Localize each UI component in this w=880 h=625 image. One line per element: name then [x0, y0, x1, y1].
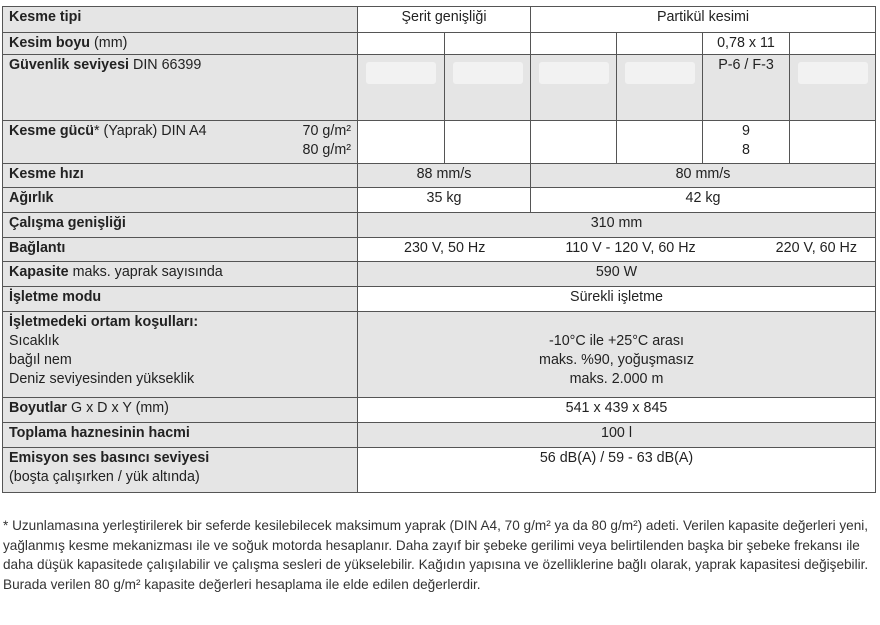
table-row-connection [3, 238, 876, 262]
table-row-power [3, 262, 876, 287]
capacity-value: 9 8 [703, 121, 790, 164]
security-blank-6 [798, 62, 868, 84]
table-row-capacity [3, 121, 876, 164]
security-blank-2 [453, 62, 523, 84]
speed-particle: 80 mm/s [531, 164, 876, 188]
dimensions-value: 541 x 439 x 845 [358, 398, 876, 423]
noise-label: Emisyon ses basıncı seviyesi (boşta çalışırken / yük altında) [3, 448, 358, 493]
connection-values [358, 238, 876, 262]
table-row-cut-length [3, 33, 876, 55]
spec-table-wrapper [2, 6, 877, 493]
table-row-weight [3, 188, 876, 213]
table-row-header [3, 7, 876, 33]
table-row-noise [3, 448, 876, 493]
header-strip-cut: Şerit genişliği [358, 7, 531, 33]
noise-value: 56 dB(A) / 59 - 63 dB(A) [358, 448, 876, 493]
security-blank-3 [539, 62, 609, 84]
security-value: P-6 / F-3 [703, 55, 790, 121]
connection-label: Bağlantı [3, 238, 358, 262]
weight-label: Ağırlık [3, 188, 358, 213]
table-row-environment [3, 312, 876, 398]
security-label: Güvenlik seviyesi DIN 66399 [3, 55, 358, 121]
spec-table [2, 6, 876, 493]
capacity-weight-70: 70 g/m² [302, 123, 351, 139]
weight-strip: 35 kg [358, 188, 531, 213]
power-label: Kapasite maks. yaprak sayısında [3, 262, 358, 287]
environment-values: -10°C ile +25°C arası maks. %90, yoğuşmasız maks. 2.000 m [358, 312, 876, 398]
speed-label: Kesme hızı [3, 164, 358, 188]
footnote: * Uzunlamasına yerleştirilerek bir seferde kesilebilecek maksimum yaprak (DIN A4, 70 g/m² ya da 80 g/m²) adeti. Verilen kapasite değerleri yeni, yağlanmış kesme mekanizması ile ve soğuk motorda hesaplanır. Daha zayıf bir şebeke gerilimi veya belirtilenden başka bir şebeke frekansı ile daha düşük kapasitede çalışılabilir ve çalışma sesleri de yükselebilir. Kağıdın yapısına ve özelliklerine bağlı olarak, yaprak kapasitesi değişebilir. Burada verilen 80 g/m² kapasite değerleri hesaplama ile elde edilen değerlerdir. [3, 518, 869, 592]
width-value: 310 mm [358, 213, 876, 238]
weight-particle: 42 kg [531, 188, 876, 213]
table-row-width [3, 213, 876, 238]
speed-strip: 88 mm/s [358, 164, 531, 188]
capacity-label: Kesme gücü* (Yaprak) DIN A4 70 g/m² 80 g/m² [3, 121, 358, 164]
cut-length-value: 0,78 x 11 [703, 33, 790, 55]
security-blank-4 [625, 62, 695, 84]
dimensions-label: Boyutlar G x D x Y (mm) [3, 398, 358, 423]
bin-value: 100 l [358, 423, 876, 448]
connection-v1: 230 V, 50 Hz [404, 240, 486, 256]
table-row-speed [3, 164, 876, 188]
header-particle-cut: Partikül kesimi [531, 7, 876, 33]
cut-length-label: Kesim boyu (mm) [3, 33, 358, 55]
connection-v2: 110 V - 120 V, 60 Hz [565, 240, 696, 256]
connection-v3: 220 V, 60 Hz [775, 240, 858, 256]
security-blank-1 [366, 62, 436, 84]
table-row-mode [3, 287, 876, 312]
table-row-security [3, 55, 876, 121]
table-row-bin [3, 423, 876, 448]
mode-label: İşletme modu [3, 287, 358, 312]
bin-label: Toplama haznesinin hacmi [3, 423, 358, 448]
capacity-weight-80: 80 g/m² [302, 142, 351, 158]
mode-value: Sürekli işletme [358, 287, 876, 312]
cut-type-label: Kesme tipi [3, 7, 358, 33]
width-label: Çalışma genişliği [3, 213, 358, 238]
environment-label: İşletmedeki ortam koşulları: Sıcaklık bağıl nem Deniz seviyesinden yükseklik [3, 312, 358, 398]
power-value: 590 W [358, 262, 876, 287]
table-row-dimensions [3, 398, 876, 423]
